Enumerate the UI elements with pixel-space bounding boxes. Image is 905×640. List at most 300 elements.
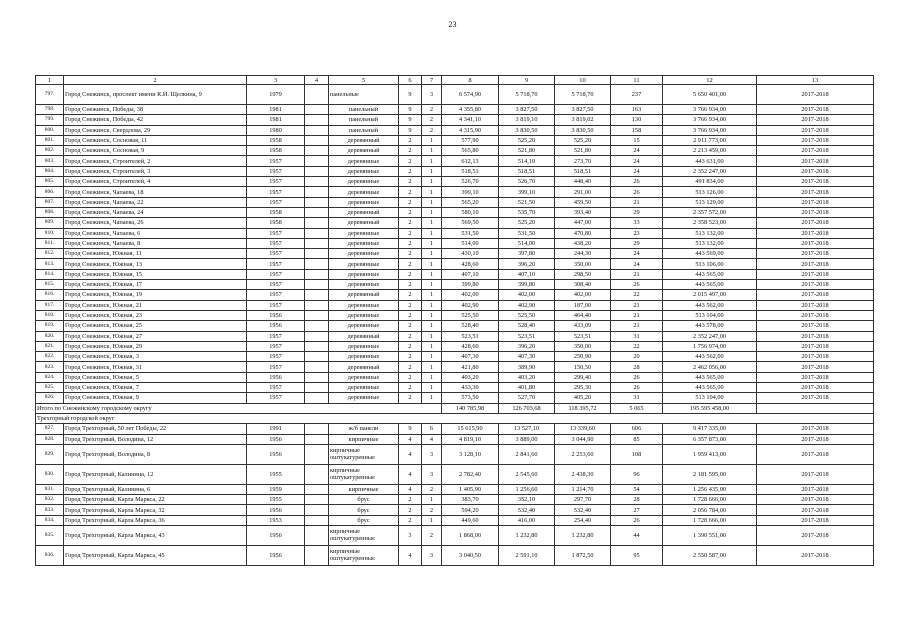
address-cell: Город Снежинск, Южная, 3 [64,352,247,362]
empty-cell [305,352,329,362]
wall-material-cell: деревянные [329,238,399,248]
entrances-cell: 4 [422,434,442,444]
year-cell: 1956 [247,505,305,515]
total-area-cell: 565,20 [442,197,499,207]
residents-cell: 237 [611,85,663,105]
floors-cell: 2 [399,352,422,362]
year-cell: 1991 [247,424,305,434]
entrances-cell: 1 [422,331,442,341]
cost-cell: 443 565,00 [663,269,757,279]
floors-cell: 2 [399,259,422,269]
area-c-cell: 298,50 [555,269,611,279]
header-cell: 5 [329,76,399,85]
entrances-cell: 1 [422,393,442,403]
address-cell: Город Снежинск, Южная, 7 [64,383,247,393]
floors-cell: 9 [399,125,422,135]
table-row [36,362,874,372]
year-cell: 1959 [247,484,305,494]
area-c-cell: 405,20 [555,393,611,403]
year-cell: 1955 [247,464,305,484]
floors-cell: 2 [399,228,422,238]
area-c-cell: 13 339,60 [555,424,611,434]
period-cell: 2017-2018 [757,125,874,135]
address-cell: Город Снежинск, Южная, 13 [64,259,247,269]
cost-cell: 195 595 458,00 [663,403,757,413]
address-cell: Город Снежинск, Строителей, 3 [64,166,247,176]
header-cell: 6 [399,76,422,85]
area-b-cell: 389,90 [499,362,555,372]
year-cell: 1957 [247,269,305,279]
total-area-cell: 518,51 [442,166,499,176]
area-c-cell: 3 819,02 [555,115,611,125]
table-row [36,300,874,310]
period-cell: 2017-2018 [757,525,874,545]
area-c-cell: 244,30 [555,249,611,259]
area-c-cell: 1 872,50 [555,545,611,565]
year-cell: 1957 [247,238,305,248]
address-cell: Город Трехгорный, Калинина, 12 [64,464,247,484]
address-cell: Город Снежинск, Чапаева, 24 [64,207,247,217]
entrances-cell: 1 [422,300,442,310]
residents-cell: 28 [611,362,663,372]
address-cell: Город Трехгорный, Калинина, 6 [64,484,247,494]
period-cell: 2017-2018 [757,105,874,115]
cost-cell: 2 181 595,00 [663,464,757,484]
empty-cell [305,362,329,372]
table-row [36,372,874,382]
empty-cell [305,505,329,515]
year-cell: 1957 [247,249,305,259]
address-cell: Город Снежинск, Победы, 42 [64,115,247,125]
year-cell: 1956 [247,321,305,331]
floors-cell: 2 [399,331,422,341]
row-number: 812. [36,249,64,259]
entrances-cell: 1 [422,495,442,505]
area-b-cell: 518,51 [499,166,555,176]
total-area-cell: 514,00 [442,238,499,248]
area-c-cell: 350,00 [555,259,611,269]
total-area-cell: 525,50 [442,310,499,320]
cost-cell: 3 766 934,00 [663,125,757,135]
total-area-cell: 15 615,90 [442,424,499,434]
total-area-cell: 421,80 [442,362,499,372]
entrances-cell: 3 [422,464,442,484]
entrances-cell: 2 [422,484,442,494]
entrances-cell: 2 [422,125,442,135]
period-cell [757,403,874,413]
row-number: 818. [36,310,64,320]
wall-material-cell: кирпичные оштукатуренные [329,464,399,484]
row-number: 816. [36,290,64,300]
wall-material-cell: деревянные [329,156,399,166]
wall-material-cell: деревянный [329,146,399,156]
row-number: 809. [36,218,64,228]
floors-cell: 2 [399,515,422,525]
residents-cell: 26 [611,280,663,290]
cost-cell: 2 358 523,00 [663,218,757,228]
total-area-cell: 1 868,00 [442,525,499,545]
entrances-cell: 1 [422,352,442,362]
area-b-cell: 514,00 [499,238,555,248]
address-cell: Город Трехгорный, Володина, 12 [64,434,247,444]
row-number: 825. [36,383,64,393]
entrances-cell: 1 [422,238,442,248]
header-cell: 13 [757,76,874,85]
floors-cell: 2 [399,166,422,176]
wall-material-cell: ж/б панели [329,424,399,434]
residents-cell: 31 [611,331,663,341]
table-row [36,249,874,259]
period-cell: 2017-2018 [757,393,874,403]
floors-cell: 2 [399,187,422,197]
row-number: 829. [36,444,64,464]
table-row [36,269,874,279]
residents-cell: 29 [611,207,663,217]
area-b-cell: 531,50 [499,228,555,238]
table-row [36,545,874,565]
empty-cell [305,228,329,238]
floors-cell: 2 [399,197,422,207]
entrances-cell: 1 [422,321,442,331]
table-row [36,495,874,505]
area-b-cell: 521,50 [499,197,555,207]
floors-cell: 2 [399,393,422,403]
residents-cell: 21 [611,300,663,310]
year-cell: 1957 [247,166,305,176]
empty-cell [305,115,329,125]
residents-cell: 606 [611,424,663,434]
table-row [36,177,874,187]
area-b-cell: 2 545,60 [499,464,555,484]
floors-cell: 2 [399,362,422,372]
address-cell: Город Снежинск, Южная, 17 [64,280,247,290]
period-cell: 2017-2018 [757,464,874,484]
year-cell: 1957 [247,290,305,300]
residents-cell: 22 [611,341,663,351]
empty-cell [305,515,329,525]
empty-cell [305,525,329,545]
period-cell: 2017-2018 [757,444,874,464]
period-cell: 2017-2018 [757,372,874,382]
row-number: 811. [36,238,64,248]
floors-cell: 2 [399,146,422,156]
entrances-cell: 1 [422,259,442,269]
wall-material-cell: брус [329,495,399,505]
cost-cell: 9 417 335,00 [663,424,757,434]
cost-cell: 1 756 974,00 [663,341,757,351]
area-c-cell: 254,40 [555,515,611,525]
cost-cell: 513 104,00 [663,310,757,320]
year-cell: 1956 [247,372,305,382]
period-cell: 2017-2018 [757,85,874,105]
empty-cell [305,290,329,300]
area-c-cell: 523,51 [555,331,611,341]
entrances-cell: 1 [422,362,442,372]
header-cell: 2 [64,76,247,85]
year-cell: 1957 [247,393,305,403]
address-cell: Город Снежинск, Свердлова, 29 [64,125,247,135]
address-cell: Город Трехгорный, Карла Маркса, 36 [64,515,247,525]
total-area-cell: 565,80 [442,146,499,156]
period-cell: 2017-2018 [757,249,874,259]
total-area-cell: 1 405,90 [442,484,499,494]
table-row [36,341,874,351]
row-number: 834. [36,515,64,525]
address-cell: Город Снежинск, Победы, 38 [64,105,247,115]
period-cell: 2017-2018 [757,166,874,176]
year-cell: 1957 [247,228,305,238]
wall-material-cell: деревянные [329,177,399,187]
residents-cell: 26 [611,515,663,525]
row-number: 806. [36,187,64,197]
table-row [36,135,874,145]
area-c-cell: 295,30 [555,383,611,393]
entrances-cell: 1 [422,156,442,166]
empty-cell [305,280,329,290]
cost-cell: 1 959 413,00 [663,444,757,464]
wall-material-cell: кирпичные оштукатуренные [329,525,399,545]
empty-cell [305,105,329,115]
year-cell: 1957 [247,352,305,362]
residents-cell: 33 [611,218,663,228]
floors-cell: 2 [399,218,422,228]
residents-cell: 21 [611,310,663,320]
table-row [36,505,874,515]
entrances-cell: 1 [422,146,442,156]
address-cell: Город Трехгорный, Карла Маркса, 45 [64,545,247,565]
address-cell: Город Трехгорный, Карла Маркса, 43 [64,525,247,545]
table-row [36,383,874,393]
residents-cell: 163 [611,105,663,115]
total-area-cell: 399,80 [442,280,499,290]
header-cell: 7 [422,76,442,85]
year-cell: 1979 [247,85,305,105]
table-row [36,321,874,331]
area-c-cell: 464,40 [555,310,611,320]
area-c-cell: 438,20 [555,238,611,248]
period-cell: 2017-2018 [757,259,874,269]
address-cell: Город Снежинск, Чапаева, 6 [64,228,247,238]
empty-cell [305,125,329,135]
residents-cell: 22 [611,290,663,300]
residents-cell: 15 [611,135,663,145]
table-row [36,424,874,434]
empty-cell [305,545,329,565]
total-area-cell: 3 040,50 [442,545,499,565]
wall-material-cell: брус [329,515,399,525]
area-b-cell: 525,20 [499,135,555,145]
total-area-cell: 4 355,80 [442,105,499,115]
area-b-cell: 525,20 [499,218,555,228]
year-cell: 1980 [247,125,305,135]
area-c-cell: 350,00 [555,341,611,351]
empty-cell [305,372,329,382]
area-b-cell: 1 232,80 [499,525,555,545]
residents-cell: 95 [611,545,663,565]
period-cell: 2017-2018 [757,187,874,197]
area-b-cell: 402,90 [499,300,555,310]
year-cell: 1957 [247,259,305,269]
area-b-cell: 416,00 [499,515,555,525]
empty-cell [305,321,329,331]
period-cell: 2017-2018 [757,290,874,300]
header-cell: 3 [247,76,305,85]
area-c-cell: 1 232,80 [555,525,611,545]
total-area-cell: 577,90 [442,135,499,145]
total-area-cell: 4 341,10 [442,115,499,125]
year-cell: 1958 [247,218,305,228]
entrances-cell: 1 [422,372,442,382]
wall-material-cell: деревянный [329,290,399,300]
residents-cell: 24 [611,166,663,176]
year-cell: 1956 [247,444,305,464]
year-cell: 1958 [247,207,305,217]
row-number: 798. [36,105,64,115]
entrances-cell: 3 [422,85,442,105]
period-cell: 2017-2018 [757,505,874,515]
cost-cell: 2 352 247,00 [663,166,757,176]
year-cell: 1955 [247,495,305,505]
empty-cell [305,383,329,393]
area-b-cell: 521,80 [499,146,555,156]
row-number: 831. [36,484,64,494]
wall-material-cell: деревянные [329,352,399,362]
residents-cell: 26 [611,383,663,393]
total-area-cell: 428,60 [442,259,499,269]
total-area-cell: 140 785,98 [442,403,499,413]
table-row [36,310,874,320]
residents-cell: 20 [611,352,663,362]
year-cell: 1957 [247,300,305,310]
floors-cell: 4 [399,545,422,565]
period-cell: 2017-2018 [757,352,874,362]
wall-material-cell: деревянный [329,135,399,145]
residents-cell: 24 [611,156,663,166]
area-c-cell: 3 044,90 [555,434,611,444]
residents-cell: 5 065 [611,403,663,413]
entrances-cell: 1 [422,269,442,279]
wall-material-cell: панельные [329,85,399,105]
area-b-cell: 397,80 [499,249,555,259]
year-cell: 1956 [247,545,305,565]
year-cell: 1957 [247,362,305,372]
residents-cell: 23 [611,228,663,238]
table-row [36,515,874,525]
row-number: 836. [36,545,64,565]
floors-cell: 2 [399,290,422,300]
area-b-cell: 514,10 [499,156,555,166]
cost-cell: 1 728 666,00 [663,495,757,505]
address-cell: Город Снежинск, Южная, 5 [64,372,247,382]
empty-cell [305,249,329,259]
area-b-cell: 407,10 [499,269,555,279]
total-area-cell: 2 782,40 [442,464,499,484]
period-cell: 2017-2018 [757,424,874,434]
table-row [36,125,874,135]
wall-material-cell: брус [329,505,399,515]
cost-cell: 513 132,00 [663,238,757,248]
empty-cell [305,259,329,269]
empty-cell [305,434,329,444]
floors-cell: 2 [399,341,422,351]
area-b-cell: 126 703,68 [499,403,555,413]
entrances-cell: 2 [422,105,442,115]
period-cell: 2017-2018 [757,321,874,331]
entrances-cell: 1 [422,207,442,217]
floors-cell: 2 [399,383,422,393]
empty-cell [305,156,329,166]
period-cell: 2017-2018 [757,545,874,565]
area-b-cell: 399,80 [499,280,555,290]
cost-cell: 513 106,00 [663,259,757,269]
year-cell: 1956 [247,525,305,545]
area-b-cell: 403,20 [499,372,555,382]
table-row [36,115,874,125]
cost-cell: 513 126,00 [663,187,757,197]
period-cell: 2017-2018 [757,484,874,494]
table-row [36,105,874,115]
entrances-cell: 1 [422,177,442,187]
table-row [36,197,874,207]
row-number: 807. [36,197,64,207]
total-area-cell: 433,30 [442,383,499,393]
wall-material-cell: деревянные [329,341,399,351]
wall-material-cell: кирпичные оштукатуренные [329,444,399,464]
address-cell: Город Снежинск, Чапаева, 18 [64,187,247,197]
row-number: 808. [36,207,64,217]
empty-cell [305,310,329,320]
entrances-cell: 1 [422,197,442,207]
wall-material-cell: деревянные [329,300,399,310]
floors-cell: 2 [399,505,422,515]
area-b-cell: 352,10 [499,495,555,505]
area-b-cell: 5 718,70 [499,85,555,105]
row-number: 814. [36,269,64,279]
section-label: Трехгорный городской округ [36,413,874,423]
row-number: 801. [36,135,64,145]
cost-cell: 513 129,00 [663,197,757,207]
cost-cell: 3 766 934,00 [663,115,757,125]
floors-cell: 4 [399,444,422,464]
address-cell: Город Трехгорный, 50 лет Победы, 22 [64,424,247,434]
row-number: 828. [36,434,64,444]
cost-cell: 513 104,00 [663,393,757,403]
floors-cell: 2 [399,280,422,290]
entrances-cell: 1 [422,228,442,238]
wall-material-cell: деревянный [329,207,399,217]
period-cell: 2017-2018 [757,280,874,290]
total-area-cell: 399,10 [442,187,499,197]
year-cell: 1981 [247,115,305,125]
entrances-cell: 1 [422,310,442,320]
row-number: 833. [36,505,64,515]
area-b-cell: 526,70 [499,177,555,187]
year-cell: 1957 [247,280,305,290]
year-cell: 1957 [247,331,305,341]
empty-cell [305,393,329,403]
period-cell: 2017-2018 [757,207,874,217]
table-row [36,156,874,166]
residents-cell: 54 [611,484,663,494]
floors-cell: 2 [399,372,422,382]
residents-cell: 28 [611,495,663,505]
year-cell: 1957 [247,156,305,166]
table-header-row [36,76,874,85]
residents-cell: 31 [611,393,663,403]
cost-cell: 443 569,00 [663,249,757,259]
area-c-cell: 5 718,70 [555,85,611,105]
year-cell: 1953 [247,515,305,525]
